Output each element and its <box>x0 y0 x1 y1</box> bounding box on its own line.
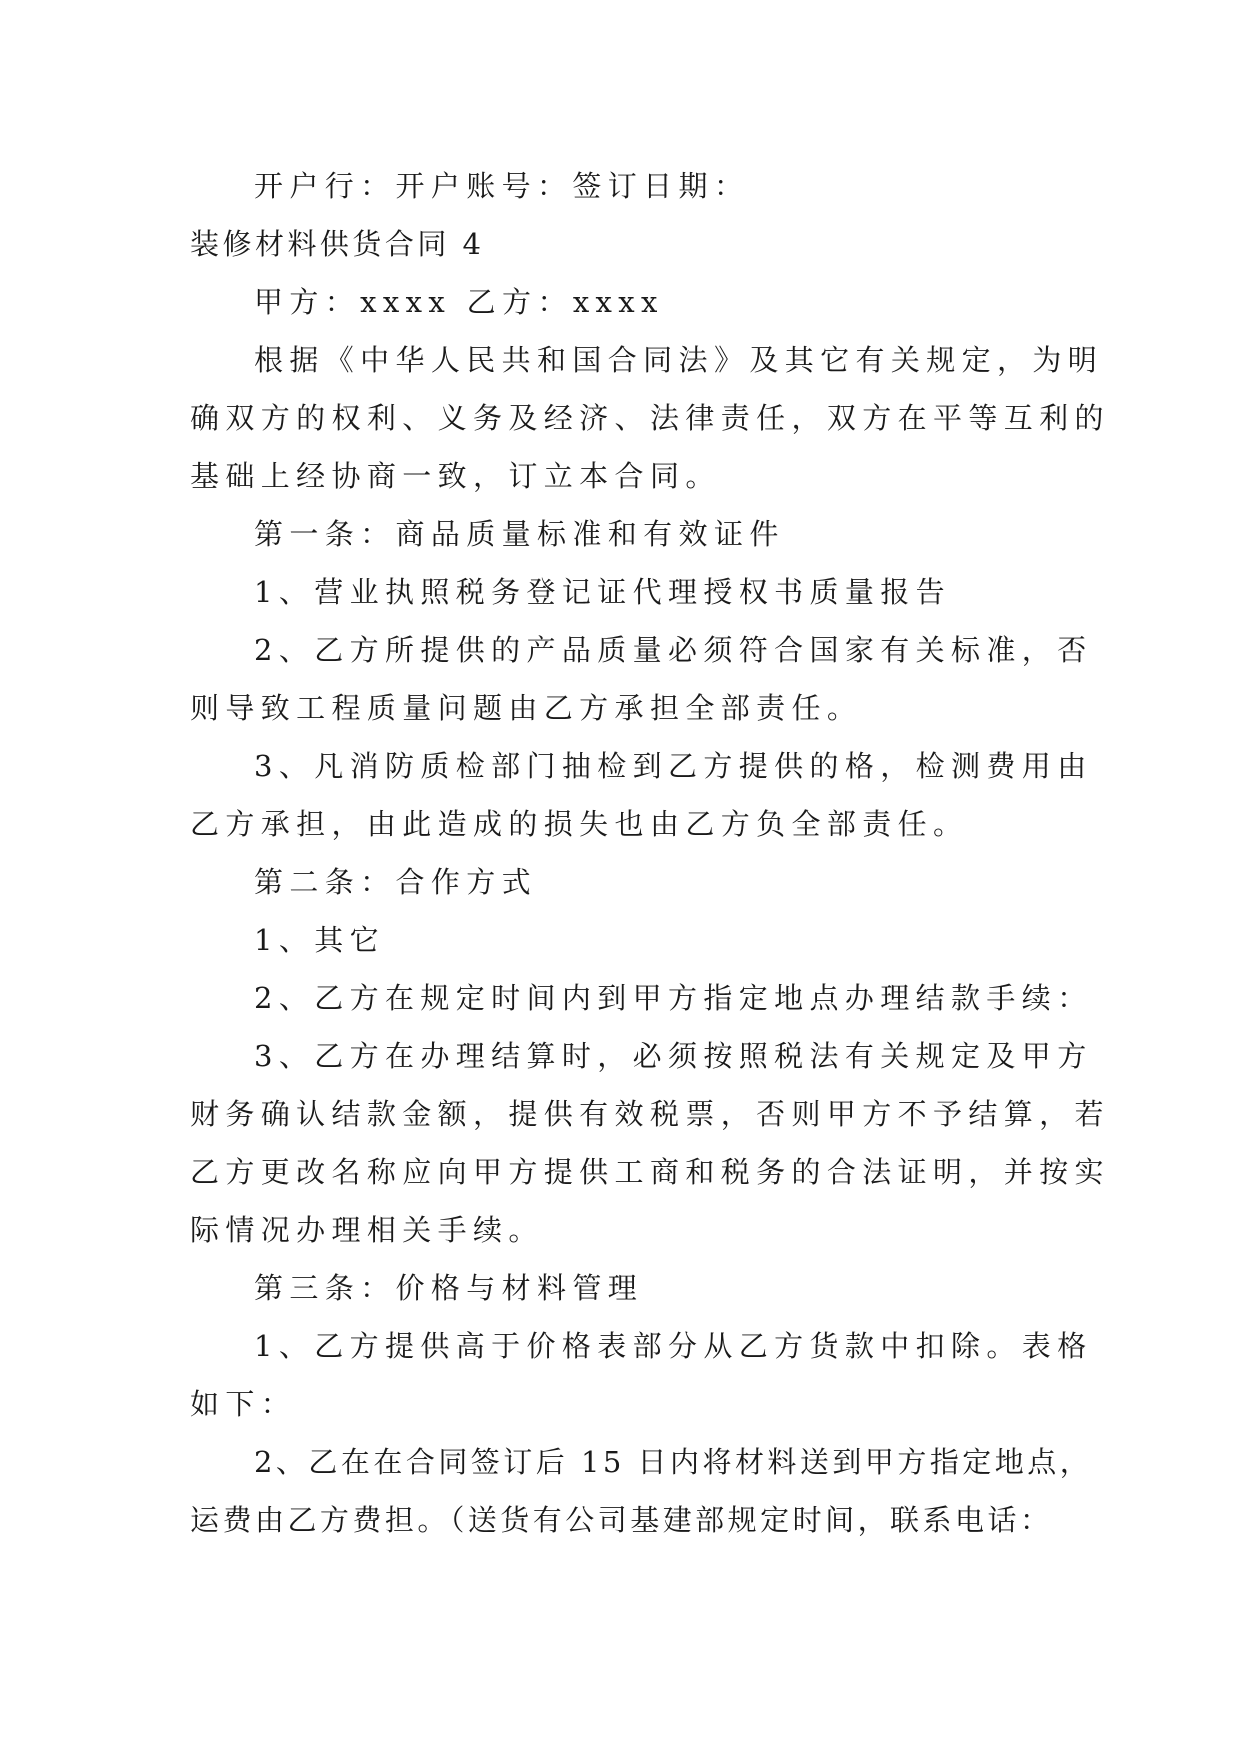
paragraph-line: 根据《中华人民共和国合同法》及其它有关规定，为明 <box>254 343 1104 377</box>
clause-line: 1、乙方提供高于价格表部分从乙方货款中扣除。表格 <box>254 1329 1093 1363</box>
clause-line: 乙方更改名称应向甲方提供工商和税务的合法证明，并按实 <box>190 1155 1110 1189</box>
clause-line: 如下： <box>190 1387 297 1421</box>
contract-title: 装修材料供货合同 4 <box>190 227 485 261</box>
clause-line: 财务确认结款金额，提供有效税票，否则甲方不予结算，若 <box>190 1097 1110 1131</box>
clause-line: 3、乙方在办理结算时，必须按照税法有关规定及甲方 <box>254 1039 1093 1073</box>
clause-line: 2、乙方在规定时间内到甲方指定地点办理结款手续： <box>254 981 1093 1015</box>
article-heading: 第二条：合作方式 <box>254 865 538 899</box>
clause-line: 2、乙在在合同签订后 15 日内将材料送到甲方指定地点， <box>254 1445 1093 1479</box>
clause-line: 2、乙方所提供的产品质量必须符合国家有关标准，否 <box>254 633 1093 667</box>
clause-line: 3、凡消防质检部门抽检到乙方提供的格，检测费用由 <box>254 749 1093 783</box>
clause-line: 乙方承担，由此造成的损失也由乙方负全部责任。 <box>190 807 969 841</box>
parties-line: 甲方：xxxx 乙方：xxxx <box>254 285 664 319</box>
clause-line: 1、其它 <box>254 923 385 957</box>
paragraph-line: 基础上经协商一致，订立本合同。 <box>190 459 721 493</box>
clause-line: 运费由乙方费担。（送货有公司基建部规定时间，联系电话： <box>190 1503 1053 1537</box>
clause-line: 则导致工程质量问题由乙方承担全部责任。 <box>190 691 863 725</box>
clause-line: 际情况办理相关手续。 <box>190 1213 544 1247</box>
account-info-line: 开户行：开户账号：签订日期： <box>254 169 750 203</box>
clause-line: 1、营业执照税务登记证代理授权书质量报告 <box>254 575 952 609</box>
article-heading: 第三条：价格与材料管理 <box>254 1271 644 1305</box>
article-heading: 第一条：商品质量标准和有效证件 <box>254 517 785 551</box>
paragraph-line: 确双方的权利、义务及经济、法律责任，双方在平等互利的 <box>190 401 1110 435</box>
